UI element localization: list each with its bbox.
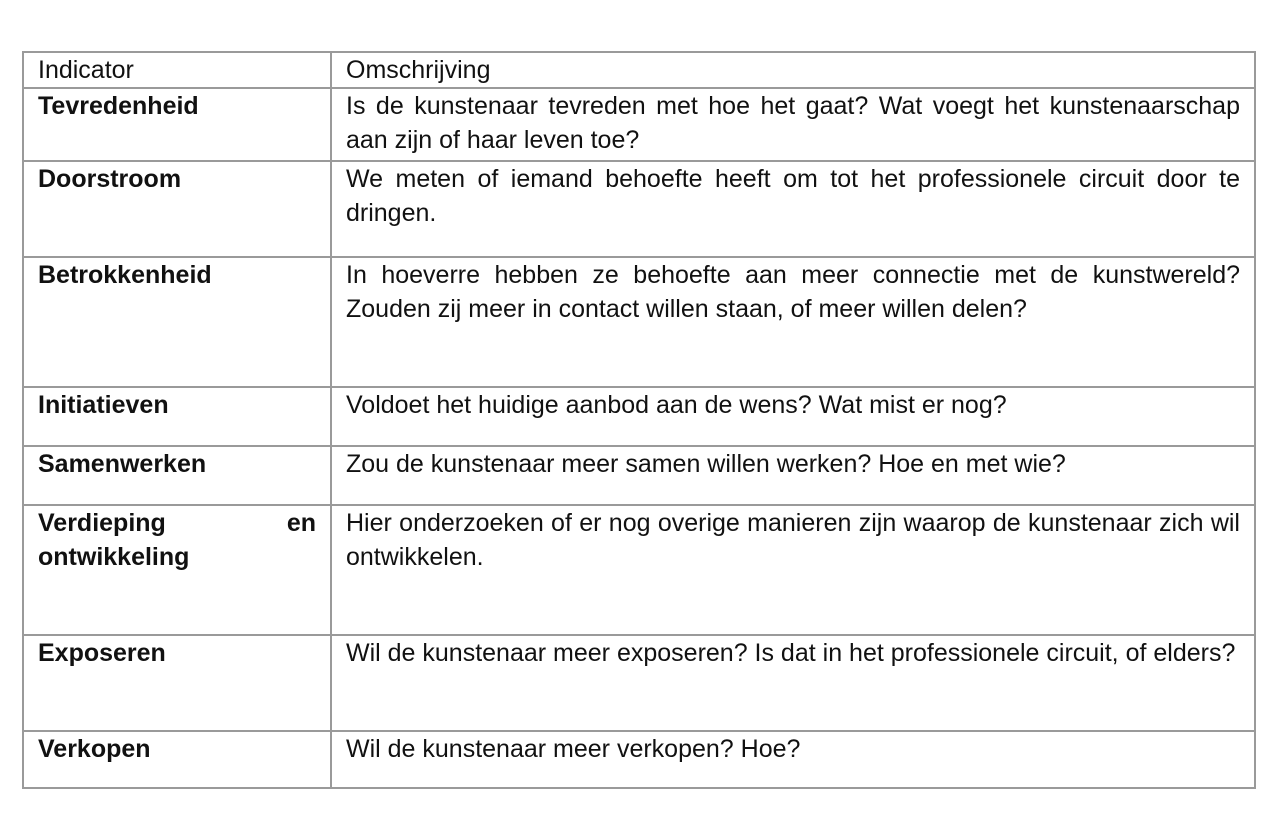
indicator-cell: Samenwerken [23,446,331,505]
indicator-cell: Tevredenheid [23,88,331,161]
table-row [23,257,1255,387]
indicator-cell: Doorstroom [23,161,331,257]
table-row [23,505,1255,635]
header-indicator: Indicator [23,52,331,88]
table-header-row [23,52,1255,88]
description-cell: Hier onderzoeken of er nog overige manieren zijn waarop de kunstenaar zich wil ontwikkelen. [331,505,1255,635]
table-row [23,387,1255,446]
indicator-cell: Betrokkenheid [23,257,331,387]
description-cell: Wil de kunstenaar meer verkopen? Hoe? [331,731,1255,788]
description-cell: Wil de kunstenaar meer exposeren? Is dat in het professionele circuit, of elders? [331,635,1255,731]
indicator-cell: Exposeren [23,635,331,731]
table-row [23,731,1255,788]
table-row [23,635,1255,731]
indicator-cell: Initiatieven [23,387,331,446]
table-row [23,161,1255,257]
indicator-cell: Verdieping en ontwikkeling [23,505,331,635]
table-row [23,88,1255,161]
description-cell: Zou de kunstenaar meer samen willen werken? Hoe en met wie? [331,446,1255,505]
indicator-cell: Verkopen [23,731,331,788]
description-cell: Is de kunstenaar tevreden met hoe het gaat? Wat voegt het kunstenaarschap aan zijn of haar leven toe? [331,88,1255,161]
description-cell: We meten of iemand behoefte heeft om tot het professionele circuit door te dringen. [331,161,1255,257]
indicator-table [22,51,1256,789]
description-cell: Voldoet het huidige aanbod aan de wens? Wat mist er nog? [331,387,1255,446]
description-cell: In hoeverre hebben ze behoefte aan meer connectie met de kunstwereld? Zouden zij meer in contact willen staan, of meer willen delen? [331,257,1255,387]
header-description: Omschrijving [331,52,1255,88]
table-row [23,446,1255,505]
